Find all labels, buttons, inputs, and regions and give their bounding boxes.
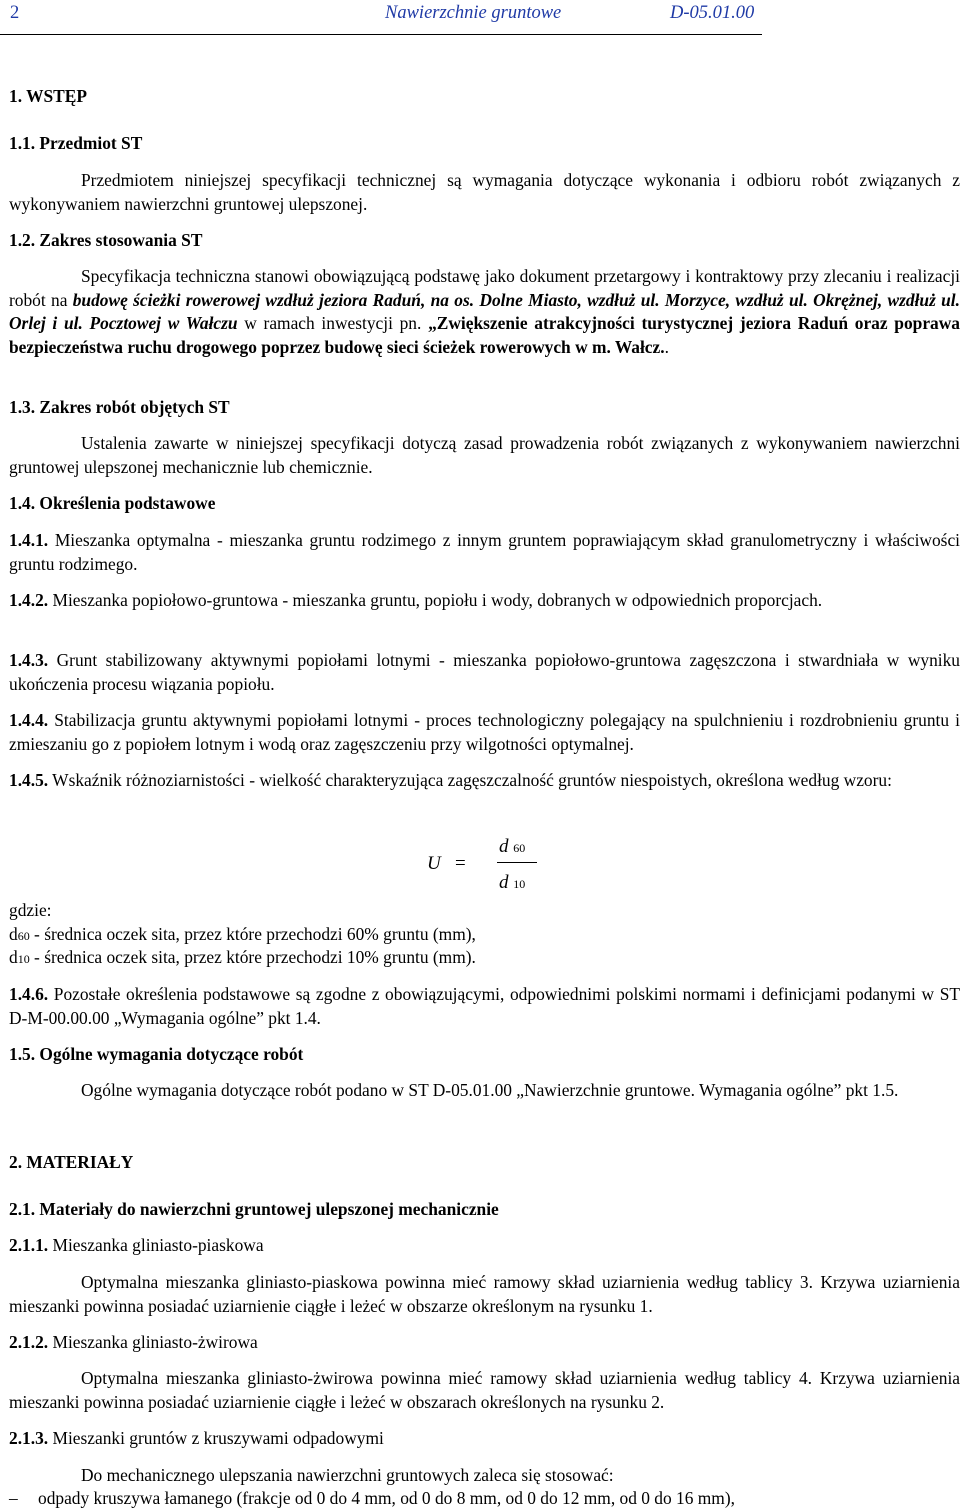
- section-1-3-text: Ustalenia zawarte w niniejszej specyfikacji dotyczą zasad prowadzenia robót związanych z wykonywaniem nawierzchni gruntowej ulepszonej mechanicznie lub chemicznie.: [9, 433, 960, 477]
- section-2-1-2-text: Optymalna mieszanka gliniasto-żwirowa powinna mieć ramowy skład uziarnienia według tablicy 4. Krzywa uziarnienia mieszanki powinna posiadać uziarnienie ciągłe i leżeć w obszarach określonych na rysunku 2.: [9, 1368, 960, 1412]
- section-1-4-heading: 1.4. Określenia podstawowe: [9, 493, 216, 513]
- section-2-1-3-text: Do mechanicznego ulepszania nawierzchni gruntowych zaleca się stosować:: [81, 1465, 614, 1485]
- definition-1-4-6: 1.4.6. Pozostałe określenia podstawowe są zgodne z obowiązującymi, odpowiednimi polskimi normami i definicjami podanymi w ST D-M-00.00.00 „Wymagania ogólne” pkt 1.4.: [9, 984, 960, 1028]
- page-number: 2: [10, 3, 20, 23]
- where-d10: d10 - średnica oczek sita, przez które przechodzi 10% gruntu (mm).: [9, 947, 476, 967]
- definition-1-4-4: 1.4.4. Stabilizacja gruntu aktywnymi popiołami lotnymi - proces technologiczny polegający na spulchnieniu i rozdrobnieniu gruntu i zmieszaniu go z popiołem lotnym i wodą oraz zagęszczeniu przy wilgotności optymalnej.: [9, 710, 960, 754]
- list-item-text: odpady kruszywa łamanego (frakcje od 0 do 4 mm, od 0 do 8 mm, od 0 do 12 mm, od 0 do 16 mm),: [38, 1488, 735, 1508]
- definition-1-4-1: 1.4.1. Mieszanka optymalna - mieszanka gruntu rodzimego z innym gruntem poprawiającym skład granulometryczny i właściwości gruntu rodzimego.: [9, 530, 960, 574]
- where-d60: d60 - średnica oczek sita, przez które przechodzi 60% gruntu (mm),: [9, 924, 476, 944]
- section-2-1-2-heading: 2.1.2. Mieszanka gliniasto-żwirowa: [9, 1332, 258, 1352]
- project-name: „Zwiększenie atrakcyjności turystycznej jeziora Raduń oraz poprawa bezpieczeństwa ruchu drogowego poprzez budowę sieci ścieżek rowerowych w m. Wałcz.: [9, 313, 960, 357]
- section-1-5-text: Ogólne wymagania dotyczące robót podano w ST D-05.01.00 „Nawierzchnie gruntowe. Wymagania ogólne” pkt 1.5.: [81, 1080, 899, 1100]
- page-header: [0, 0, 960, 40]
- section-1-1-heading: 1.1. Przedmiot ST: [9, 133, 143, 153]
- header-title: Nawierzchnie gruntowe: [385, 3, 562, 23]
- definition-1-4-3: 1.4.3. Grunt stabilizowany aktywnymi popiołami lotnymi - mieszanka popiołowo-gruntowa zagęszczona i stwardniała w wyniku ukończenia procesu wiązania popiołu.: [9, 650, 960, 694]
- project-location: budowę ścieżki rowerowej wzdłuż jeziora Raduń, na os. Dolne Miasto, wzdłuż ul. Morzyce, wzdłuż ul. Okrężnej, wzdłuż ul. Orlej i ul. Pocztowej w Wałczu: [9, 289, 960, 333]
- definition-1-4-2: 1.4.2. Mieszanka popiołowo-gruntowa - mieszanka gruntu, popiołu i wody, dobranych w odpowiednich proporcjach.: [9, 590, 823, 610]
- section-2-1-1-text: Optymalna mieszanka gliniasto-piaskowa powinna mieć ramowy skład uziarnienia według tablicy 3. Krzywa uziarnienia mieszanki powinna posiadać uziarnienie ciągłe i leżeć w obszarze określonym na rysunku 1.: [9, 1272, 960, 1316]
- header-code: D-05.01.00: [670, 3, 755, 23]
- section-1-2-text: Specyfikacja techniczna stanowi obowiązującą podstawę jako dokument przetargowy i kontraktowy przy zlecaniu i realizacji robót na budowę ścieżki rowerowej wzdłuż jeziora Raduń, na os. Dolne Miasto, wzdłuż ul. Morzyce, wzdłuż ul. Okrężnej, wzdłuż ul. Orlej i ul. Pocztowej w Wałczu w ramach inwestycji pn. „Zwiększenie atrakcyjności turystycznej jeziora Raduń oraz poprawa bezpieczeństwa ruchu drogowego poprzez budowę sieci ścieżek rowerowych w m. Wałcz..: [9, 266, 960, 357]
- section-1-2-heading: 1.2. Zakres stosowania ST: [9, 230, 203, 250]
- section-1-heading: 1. WSTĘP: [9, 86, 87, 106]
- section-1-5-heading: 1.5. Ogólne wymagania dotyczące robót: [9, 1044, 304, 1064]
- header-rule: [0, 34, 762, 35]
- definition-1-4-5: 1.4.5. Wskaźnik różnoziarnistości - wielkość charakteryzująca zagęszczalność gruntów niespoistych, określona według wzoru:: [9, 770, 892, 790]
- section-1-1-text: Przedmiotem niniejszej specyfikacji technicznej są wymagania dotyczące wykonania i odbioru robót związanych z wykonywaniem nawierzchni gruntowej ulepszonej.: [9, 170, 960, 214]
- section-1-3-heading: 1.3. Zakres robót objętych ST: [9, 397, 230, 417]
- where-label: gdzie:: [9, 900, 52, 920]
- section-2-1-1-heading: 2.1.1. Mieszanka gliniasto-piaskowa: [9, 1235, 264, 1255]
- uniformity-formula: U = d 60 d 10: [427, 831, 547, 897]
- bullet-dash: –: [9, 1488, 18, 1508]
- section-2-1-heading: 2.1. Materiały do nawierzchni gruntowej ulepszonej mechanicznie: [9, 1199, 499, 1219]
- section-2-heading: 2. MATERIAŁY: [9, 1152, 134, 1172]
- fraction-bar: [497, 862, 537, 863]
- section-2-1-3-heading: 2.1.3. Mieszanki gruntów z kruszywami odpadowymi: [9, 1428, 384, 1448]
